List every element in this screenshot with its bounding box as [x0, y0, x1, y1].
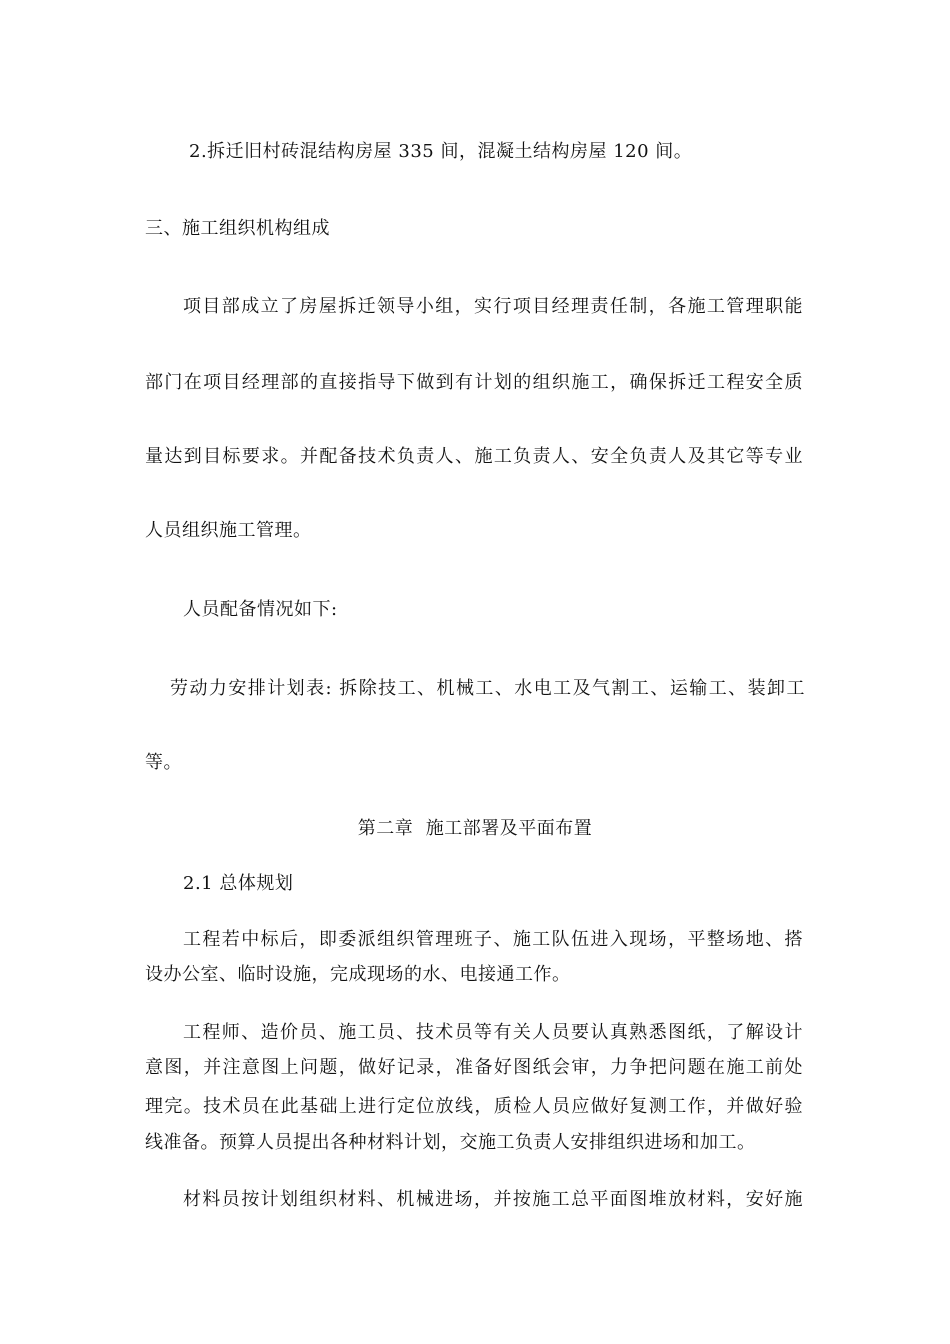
- paragraph-line: 量达到目标要求。并配备技术负责人、施工负责人、安全负责人及其它等专业: [145, 446, 803, 467]
- staffing-intro: 人员配备情况如下:: [183, 599, 338, 620]
- paragraph-line: 人员组织施工管理。: [145, 520, 312, 541]
- list-item-2: 2.拆迁旧村砖混结构房屋 335 间，混凝土结构房屋 120 间。: [189, 141, 693, 162]
- section-heading: 三、施工组织机构组成: [145, 218, 330, 239]
- paragraph-line: 理完。技术员在此基础上进行定位放线，质检人员应做好复测工作，并做好验: [145, 1096, 803, 1117]
- paragraph-line: 项目部成立了房屋拆迁领导小组，实行项目经理责任制，各施工管理职能: [183, 296, 803, 317]
- subsection-title: 2.1 总体规划: [183, 873, 294, 894]
- paragraph-line: 工程师、造价员、施工员、技术员等有关人员要认真熟悉图纸，了解设计: [183, 1022, 803, 1043]
- paragraph-line: 材料员按计划组织材料、机械进场，并按施工总平面图堆放材料，安好施: [183, 1189, 803, 1210]
- paragraph-line: 劳动力安排计划表: 拆除技工、机械工、水电工及气割工、运输工、装卸工: [170, 678, 805, 699]
- paragraph-line: 意图，并注意图上问题，做好记录，准备好图纸会审，力争把问题在施工前处: [145, 1057, 803, 1078]
- paragraph-line: 线准备。预算人员提出各种材料计划，交施工负责人安排组织进场和加工。: [145, 1132, 756, 1153]
- paragraph-line: 工程若中标后，即委派组织管理班子、施工队伍进入现场，平整场地、搭: [183, 929, 803, 950]
- paragraph-line: 等。: [145, 752, 182, 773]
- paragraph-line: 部门在项目经理部的直接指导下做到有计划的组织施工，确保拆迁工程安全质: [145, 372, 803, 393]
- chapter-title: 第二章 施工部署及平面布置: [357, 818, 593, 839]
- paragraph-line: 设办公室、临时设施，完成现场的水、电接通工作。: [145, 964, 571, 985]
